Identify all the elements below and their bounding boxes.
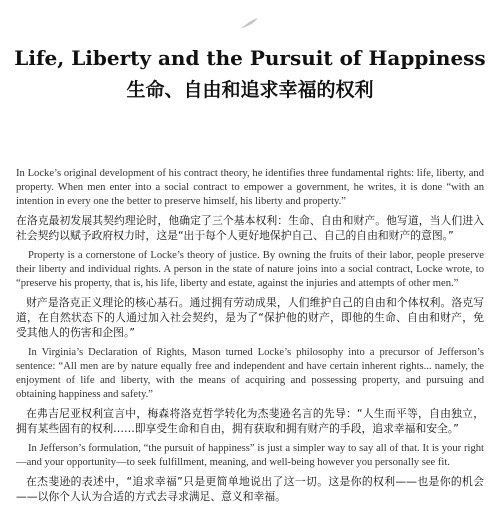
- paragraph-english-2: Property is a cornerstone of Locke’s theory of justice. By owning the fruits of their labor, people preserve their liberty and individual rights. A person in the state of nature joins into a social contract, Locke wrote, to “preserve his property, that is, his life, liberty and estate, against the injuries and attempts of other men.”: [16, 250, 484, 289]
- feather-icon: [240, 16, 260, 30]
- paragraph-english-3: In Virginia’s Declaration of Rights, Mason turned Locke’s philosophy into a precursor of Jefferson’s sentence: “All men are by nature equally free and independent and have certain inherent rights... namely, the enjoyment of life and liberty, with the means of acquiring and possessing property, and pursuing and obtaining happiness and safety.”: [16, 347, 484, 400]
- paragraph-chinese-3: 在弗吉尼亚权利宣言中，梅森将洛克哲学转化为杰斐逊名言的先导：“人生而平等，自由独立，拥有某些固有的权利……即享受生命和自由，拥有获取和拥有财产的手段，追求幸福和安全。”: [16, 407, 484, 435]
- paragraph-chinese-1: 在洛克最初发展其契约理论时，他确定了三个基本权利：生命、自由和财产。他写道，当人们进入社会契约以赋予政府权力时，这是“出于每个人更好地保护自己、自己的自由和财产的意图。”: [16, 214, 484, 242]
- paragraph-chinese-2: 财产是洛克正义理论的核心基石。通过拥有劳动成果，人们维护自己的自由和个体权利。洛克写道，在自然状态下的人通过加入社会契约，是为了“保护他的财产，即他的生命、自由和财产，免受其他人的伤害和企图。”: [16, 296, 484, 339]
- page-title-chinese: 生命、自由和追求幸福的权利: [126, 79, 374, 101]
- paragraph-english-4: In Jefferson’s formulation, “the pursuit of happiness” is just a simpler way to say all of that. It is your right—and your opportunity—to seek fulfillment, meaning, and well-being however you personally see fit.: [16, 443, 484, 468]
- paragraph-chinese-4: 在杰斐逊的表述中，“追求幸福”只是更简单地说出了这一切。这是你的权利——也是你的机会——以你个人认为合适的方式去寻求满足、意义和幸福。: [16, 475, 484, 503]
- paragraph-english-1: In Locke’s original development of his contract theory, he identifies three fundamental rights: life, liberty, and property. When men enter into a social contract to empower a government, he writes, it is done “with an intention in every one the better to preserve himself, his liberty and property.”: [16, 168, 484, 207]
- page-title-english: Life, Liberty and the Pursuit of Happiness: [14, 46, 486, 70]
- article-body: [16, 167, 484, 510]
